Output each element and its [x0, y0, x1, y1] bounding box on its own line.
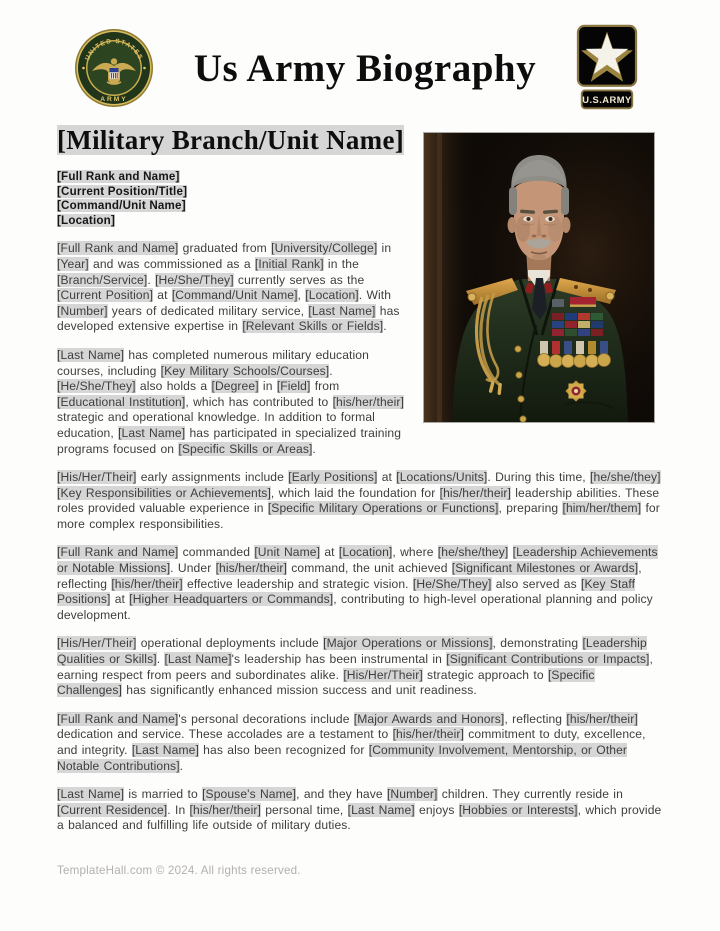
placeholder-field: [Branch/Service] [57, 272, 148, 287]
bio-paragraph: [Full Rank and Name] commanded [Unit Name] at [Location], where [he/she/they] [Leadership Achievements or Notable Missions]. Under [his/her/their] command, the unit achieved [Significant Milestones or Awards], reflecting [his/her/their] effective leadership and strategic vision. [He/She/They] also served as [Key Staff Positions] at [Higher Headquarters or Commands], contributing to high-level operational planning and policy development. [57, 545, 658, 622]
placeholder-field: [Educational Institution] [57, 394, 186, 409]
bio-paragraph: [Full Rank and Name] graduated from [University/College] in [Year] and was commissioned as a [Initial Rank] in the [Branch/Service]. [He/She/They] currently serves as the [Current Position] at [Command/Unit Name], [Location]. With [Number] years of dedicated military service, [Last Name] has developed extensive expertise in [Relevant Skills or Fields]. [57, 241, 400, 334]
placeholder-field: [he/she/they] [590, 470, 661, 485]
placeholder-field: [His/Her/Their] [57, 636, 137, 651]
placeholder-field: [Community Involvement, Mentorship, or Other Notable Contributions] [57, 743, 628, 773]
placeholder-field: [He/She/They] [57, 379, 136, 394]
bio-paragraph: [His/Her/Their] operational deployments include [Major Operations or Missions], demonstrating [Leadership Qualities or Skills]. [Last Name]'s leadership has been instrumental in [Significant Contributions or Impacts], earning respect from peers and subordinates alike. [His/Her/Their] strategic approach to [Specific Challenges] has significantly enhanced mission success and unit readiness. [57, 636, 653, 698]
placeholder-field: [Significant Contributions or Impacts] [446, 652, 650, 667]
placeholder-field: [Major Operations or Missions] [323, 636, 493, 651]
army-star-logo-icon [576, 24, 638, 112]
placeholder-field: [He/She/They] [155, 272, 234, 287]
placeholder-field: [University/College] [271, 241, 378, 256]
placeholder-field: [Year] [57, 256, 89, 271]
document-heading-text: [Military Branch/Unit Name] [57, 125, 405, 155]
placeholder-field: [Last Name] [118, 425, 186, 440]
placeholder-field: [Full Rank and Name] [57, 241, 179, 256]
placeholder-field: [he/she/they] [437, 545, 509, 560]
placeholder-field: [Specific Skills or Areas] [178, 441, 313, 456]
placeholder-field: [Last Name] [57, 787, 125, 802]
placeholder-field: [Number] [57, 303, 108, 318]
star-order-medal [565, 380, 586, 401]
bio-paragraph: [His/Her/Their] early assignments include [Early Positions] at [Locations/Units]. During this time, [he/she/they] [Key Responsibilities or Achievements], which laid the foundation for [his/her/their] leadership abilities. These roles provided valuable experience in [Specific Military Operations or Functions], preparing [him/her/them] for more complex responsibilities. [57, 470, 661, 531]
footer [57, 861, 301, 879]
placeholder-field: [Hobbies or Interests] [458, 802, 578, 817]
placeholder-field: [Locations/Units] [396, 470, 488, 485]
placeholder-field: [Last Name] [308, 303, 376, 318]
placeholder-field: [his/her/their] [332, 394, 404, 409]
placeholder-field: [Location] [305, 288, 359, 303]
placeholder-field: [Significant Milestones or Awards] [451, 561, 639, 576]
placeholder-field: [Full Rank and Name] [57, 545, 179, 560]
placeholder-field: [Full Rank and Name] [57, 711, 179, 726]
placeholder-field: [Initial Rank] [254, 256, 324, 271]
bio-paragraph: [Last Name] is married to [Spouse's Name], and they have [Number] children. They currently reside in [Current Residence]. In [his/her/their] personal time, [Last Name] enjoys [Hobbies or Interests], which provide a balanced and fulfilling life outside of military duties. [57, 787, 662, 833]
placeholder-field: [his/her/their] [189, 802, 261, 817]
seal-text-top: UNITED STATES [84, 37, 144, 62]
placeholder-field: [Last Name] [164, 652, 232, 667]
officer-portrait-photo [423, 132, 655, 423]
placeholder-field: [Location] [57, 213, 116, 227]
placeholder-field: [Current Residence] [57, 802, 168, 817]
placeholder-field: [his/her/their] [392, 727, 464, 742]
placeholder-field: [Field] [276, 379, 311, 394]
page-title: Us Army Biography [193, 46, 537, 90]
placeholder-field: [his/her/their] [566, 711, 638, 726]
placeholder-field: [Current Position/Title] [57, 184, 188, 198]
placeholder-field: [Last Name] [57, 347, 125, 362]
placeholder-field: [Major Awards and Honors] [353, 711, 505, 726]
placeholder-field: [Key Staff Positions] [57, 576, 636, 607]
placeholder-field: [His/Her/Their] [57, 470, 137, 485]
header [0, 0, 720, 112]
placeholder-field: [Early Positions] [288, 470, 378, 485]
placeholder-field: [Command/Unit Name] [57, 199, 186, 213]
placeholder-field: [Key Responsibilities or Achievements] [57, 485, 271, 500]
placeholder-field: [Degree] [211, 379, 259, 394]
placeholder-field: [his/her/their] [215, 561, 287, 576]
placeholder-field: [his/her/their] [111, 576, 183, 591]
placeholder-field: [Key Military Schools/Courses] [160, 363, 330, 378]
placeholder-field: [Relevant Skills or Fields] [242, 319, 384, 334]
placeholder-field: [Unit Name] [254, 545, 321, 560]
placeholder-field: [Last Name] [347, 802, 415, 817]
placeholder-field: [Last Name] [131, 743, 199, 757]
placeholder-field: [Higher Headquarters or Commands] [129, 592, 334, 607]
army-logo-label: U.S.ARMY [582, 95, 632, 106]
placeholder-field: [Spouse's Name] [202, 787, 297, 802]
placeholder-field: [Specific Challenges] [57, 667, 595, 698]
placeholder-field: [Number] [386, 787, 438, 802]
placeholder-field: [Leadership Achievements or Notable Missions] [57, 545, 658, 576]
placeholder-field: [Command/Unit Name] [171, 288, 298, 303]
placeholder-field: [Current Position] [57, 288, 154, 303]
us-army-seal-icon [74, 28, 154, 108]
seal-text-bottom: ARMY [100, 96, 128, 103]
placeholder-field: [Full Rank and Name] [57, 170, 180, 183]
placeholder-field: [Location] [338, 545, 393, 560]
placeholder-field: [his/her/their] [439, 485, 512, 500]
bio-paragraph: [Full Rank and Name]'s personal decorations include [Major Awards and Honors], reflecting [his/her/their] dedication and service. These accolades are a testament to [his/her/their] commitment to duty, excellence, and integrity. [Last Name] has also been recognized for [Community Involvement, Mentorship, or Other Notable Contributions]. [57, 711, 646, 773]
bio-paragraph: [Last Name] has completed numerous military education courses, including [Key Military Schools/Courses]. [He/She/They] also holds a [Degree] in [Field] from [Educational Institution], which has contributed to [his/her/their] strategic and operational knowledge. In addition to formal education, [Last Name] has participated in specialized training programs focused on [Specific Skills or Areas]. [57, 347, 404, 456]
placeholder-field: [him/her/them] [562, 501, 642, 516]
placeholder-field: [His/Her/Their] [343, 667, 423, 682]
placeholder-field: [Leadership Qualities or Skills] [57, 636, 647, 667]
placeholder-field: [Specific Military Operations or Functions] [267, 501, 499, 516]
placeholder-field: [He/She/They] [412, 576, 492, 591]
bio-content [0, 124, 720, 834]
footer-copyright: TemplateHall.com © 2024. All rights reserved. [57, 864, 301, 877]
